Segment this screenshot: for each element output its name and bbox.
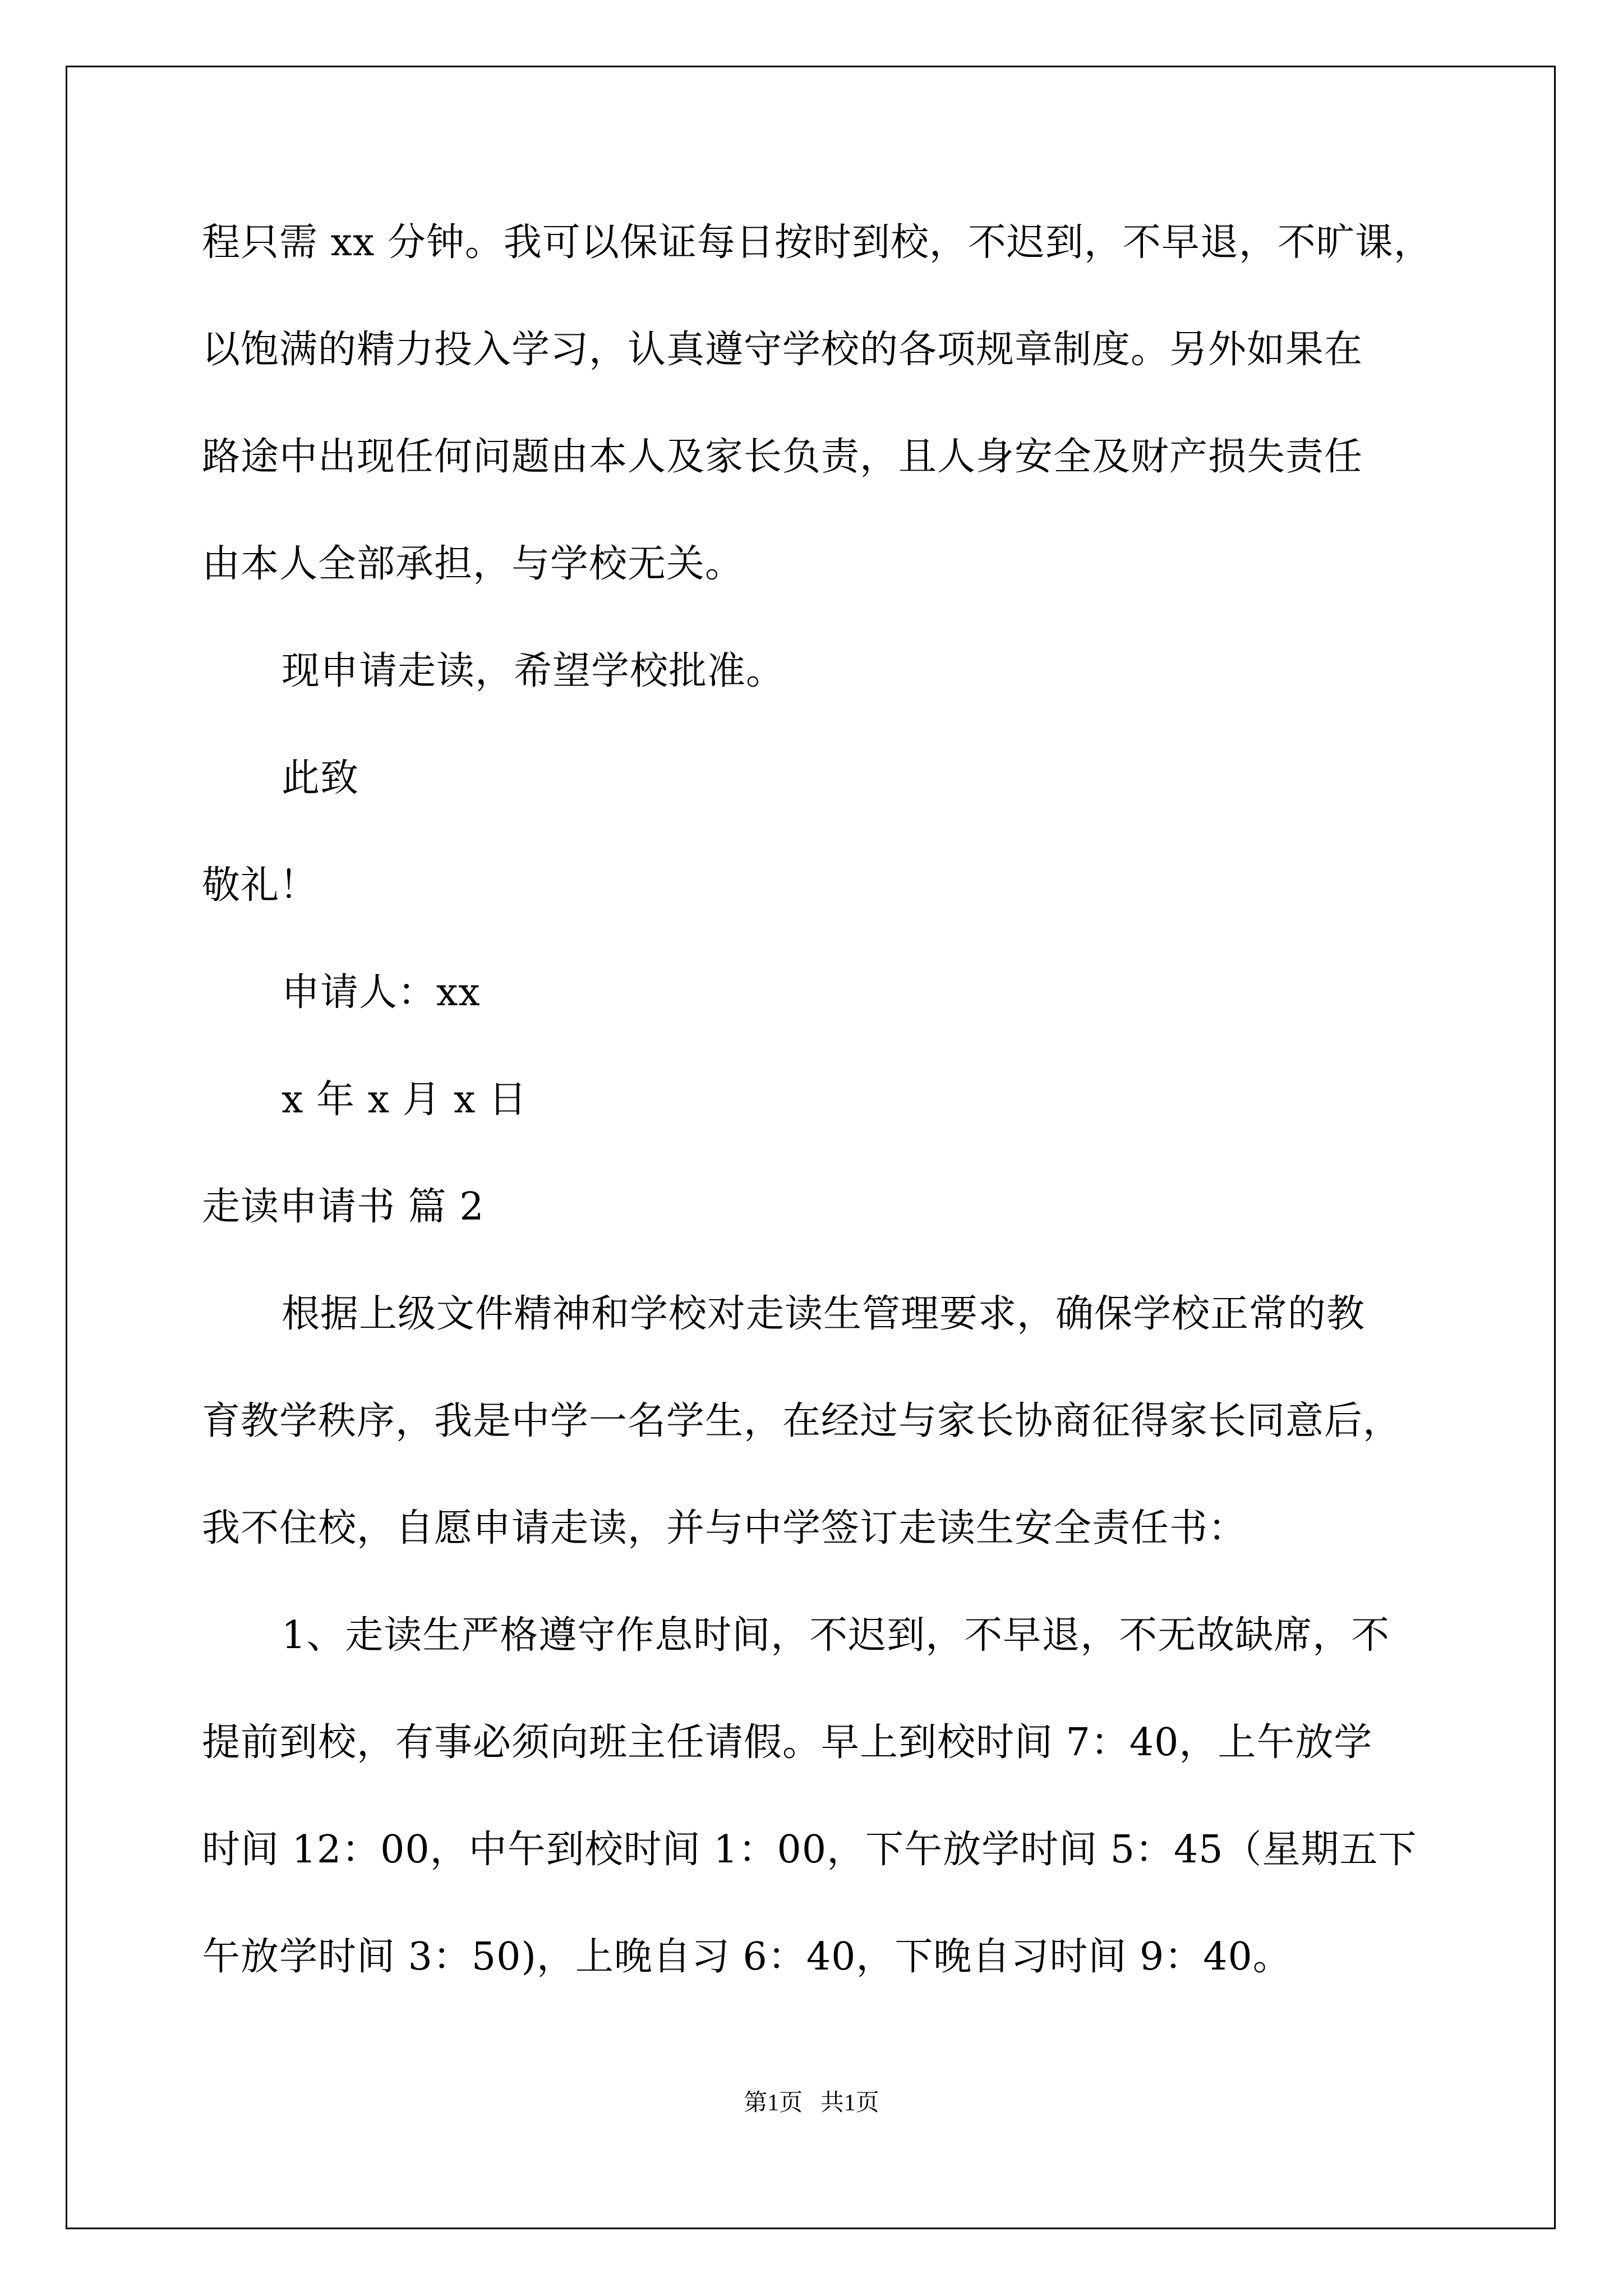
salutation-closing: 此致 [282, 756, 359, 800]
paragraph-line: 我不住校，自愿申请走读，并与中学签订走读生安全责任书： [202, 1506, 1247, 1550]
rule-item-line: 1、走读生严格遵守作息时间，不迟到，不早退，不无故缺席，不 [282, 1613, 1390, 1658]
paragraph-line: 育教学秩序，我是中学一名学生，在经过与家长协商征得家长同意后， [202, 1399, 1402, 1443]
applicant-signature: 申请人：xx [282, 970, 481, 1015]
rule-item-line: 时间 12：00，中午到校时间 1：00，下午放学时间 5：45（星期五下 [202, 1828, 1417, 1872]
page-footer: 第1页 共1页 [744, 2090, 879, 2116]
paragraph-line: 以饱满的精力投入学习，认真遵守学校的各项规章制度。另外如果在 [202, 328, 1363, 372]
paragraph-line: 根据上级文件精神和学校对走读生管理要求，确保学校正常的教 [282, 1292, 1366, 1336]
rule-item-line: 午放学时间 3：50)，上晚自习 6：40，下晚自习时间 9：40。 [202, 1935, 1292, 1979]
signature-date: x 年 x 月 x 日 [282, 1078, 528, 1122]
rule-item-line: 提前到校，有事必须向班主任请假。早上到校时间 7：40，上午放学 [202, 1720, 1373, 1765]
paragraph-line: 程只需 xx 分钟。我可以保证每日按时到校，不迟到，不早退，不旷课， [202, 220, 1432, 265]
paragraph-line: 路途中出现任何问题由本人及家长负责，且人身安全及财产损失责任 [202, 435, 1363, 479]
section-heading: 走读申请书 篇 2 [202, 1185, 485, 1229]
request-statement: 现申请走读，希望学校批准。 [282, 649, 785, 693]
document-body [202, 219, 1432, 2040]
salutation-respect: 敬礼！ [202, 863, 319, 908]
paragraph-line: 由本人全部承担，与学校无关。 [202, 542, 744, 586]
